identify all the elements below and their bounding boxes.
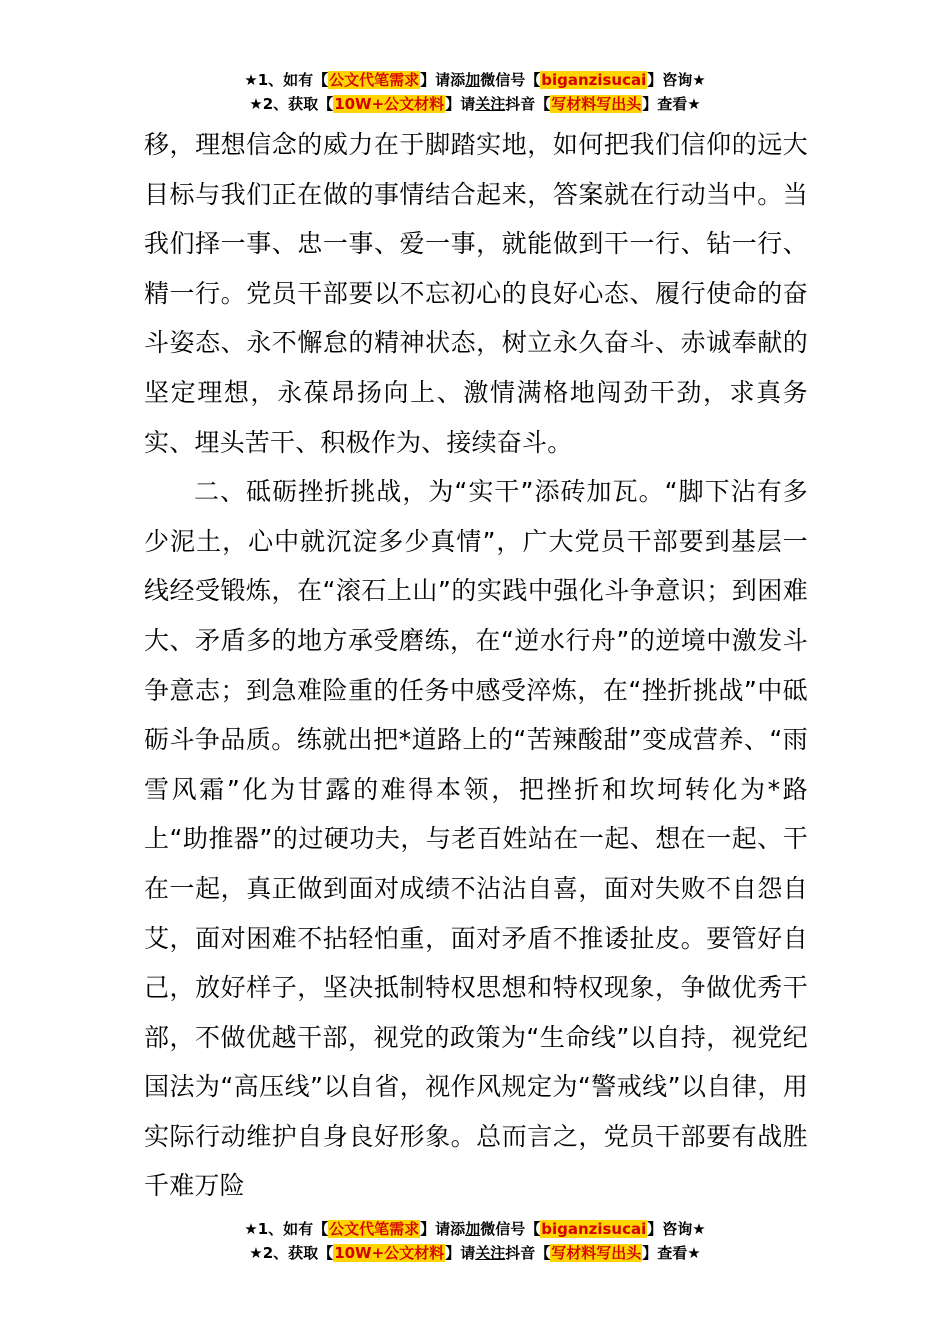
banner-text: 】查看★ — [642, 95, 701, 113]
banner-text: ★2、获取【 — [249, 95, 334, 113]
banner-text: 抖音【 — [505, 95, 551, 113]
banner-highlight: 公文代笔需求 — [329, 1220, 420, 1238]
paragraph: 移，理想信念的威力在于脚踏实地，如何把我们信仰的远大目标与我们正在做的事情结合起来，答案就在行动当中。当我们择一事、忠一事、爱一事，就能做到干一行、钻一行、精一行。党员干部要以不忘初心的良好心态、履行使命的奋斗姿态、永不懈怠的精神状态，树立永久奋斗、赤诚奉献的坚定理想，永葆昂扬向上、激情满格地闯劲干劲，求真务实、埋头苦干、积极作为、接续奋斗。 — [144, 130, 808, 457]
footer-banner — [0, 1217, 950, 1265]
banner-highlight: biganzisucai — [541, 1220, 647, 1238]
banner-underlined-text: 加 — [465, 1220, 481, 1238]
banner-text: ★2、获取【 — [249, 1244, 334, 1262]
banner-highlight: 写材料写出头 — [551, 1244, 642, 1262]
banner-text: 】查看★ — [642, 1244, 701, 1262]
banner-line-1 — [0, 1217, 950, 1241]
banner-text: 】咨询★ — [647, 71, 706, 89]
paragraph: 二、砥砺挫折挑战，为“实干”添砖加瓦。“脚下沾有多少泥土，心中就沉淀多少真情”，广大党员干部要到基层一线经受锻炼，在“滚石上山”的实践中强化斗争意识；到困难大、矛盾多的地方承受磨练，在“逆水行舟”的逆境中激发斗争意志；到急难险重的任务中感受淬炼，在“挫折挑战”中砥砺斗争品质。练就出把*道路上的“苦辣酸甜”变成营养、“雨雪风霜”化为甘露的难得本领，把挫折和坎坷转化为*路上“助推器”的过硬功夫，与老百姓站在一起、想在一起、干在一起，真正做到面对成绩不沾沾自喜，面对失败不自怨自艾，面对困难不拈轻怕重，面对矛盾不推诿扯皮。要管好自己，放好样子，坚决抵制特权思想和特权现象，争做优秀干部，不做优越干部，视党的政策为“生命线”以自持，视党纪国法为“高压线”以自省，视作风规定为“警戒线”以自律，用实际行动维护自身良好形象。总而言之，党员干部要有战胜千难万险 — [144, 477, 808, 1201]
banner-text: 微信号【 — [480, 71, 541, 89]
banner-text: 】咨询★ — [647, 1220, 706, 1238]
banner-text: ★1、如有【 — [244, 71, 329, 89]
document-body — [144, 120, 808, 1211]
banner-underlined-text: 关注 — [475, 1244, 506, 1262]
banner-text: 抖音【 — [505, 1244, 551, 1262]
banner-line-1 — [0, 68, 950, 92]
banner-text: 】请 — [445, 1244, 476, 1262]
banner-text: 】请添 — [420, 1220, 466, 1238]
banner-line-2 — [0, 1241, 950, 1265]
banner-text: 微信号【 — [480, 1220, 541, 1238]
banner-text: 】请 — [445, 95, 476, 113]
banner-text: 】请添 — [420, 71, 466, 89]
banner-underlined-text: 加 — [465, 71, 481, 89]
banner-underlined-text: 关注 — [475, 95, 506, 113]
banner-highlight: 10W+公文材料 — [334, 95, 445, 113]
banner-highlight: 公文代笔需求 — [329, 71, 420, 89]
banner-highlight: biganzisucai — [541, 71, 647, 89]
banner-text: ★1、如有【 — [244, 1220, 329, 1238]
banner-highlight: 写材料写出头 — [551, 95, 642, 113]
banner-highlight: 10W+公文材料 — [334, 1244, 445, 1262]
header-banner — [0, 68, 950, 116]
banner-line-2 — [0, 92, 950, 116]
